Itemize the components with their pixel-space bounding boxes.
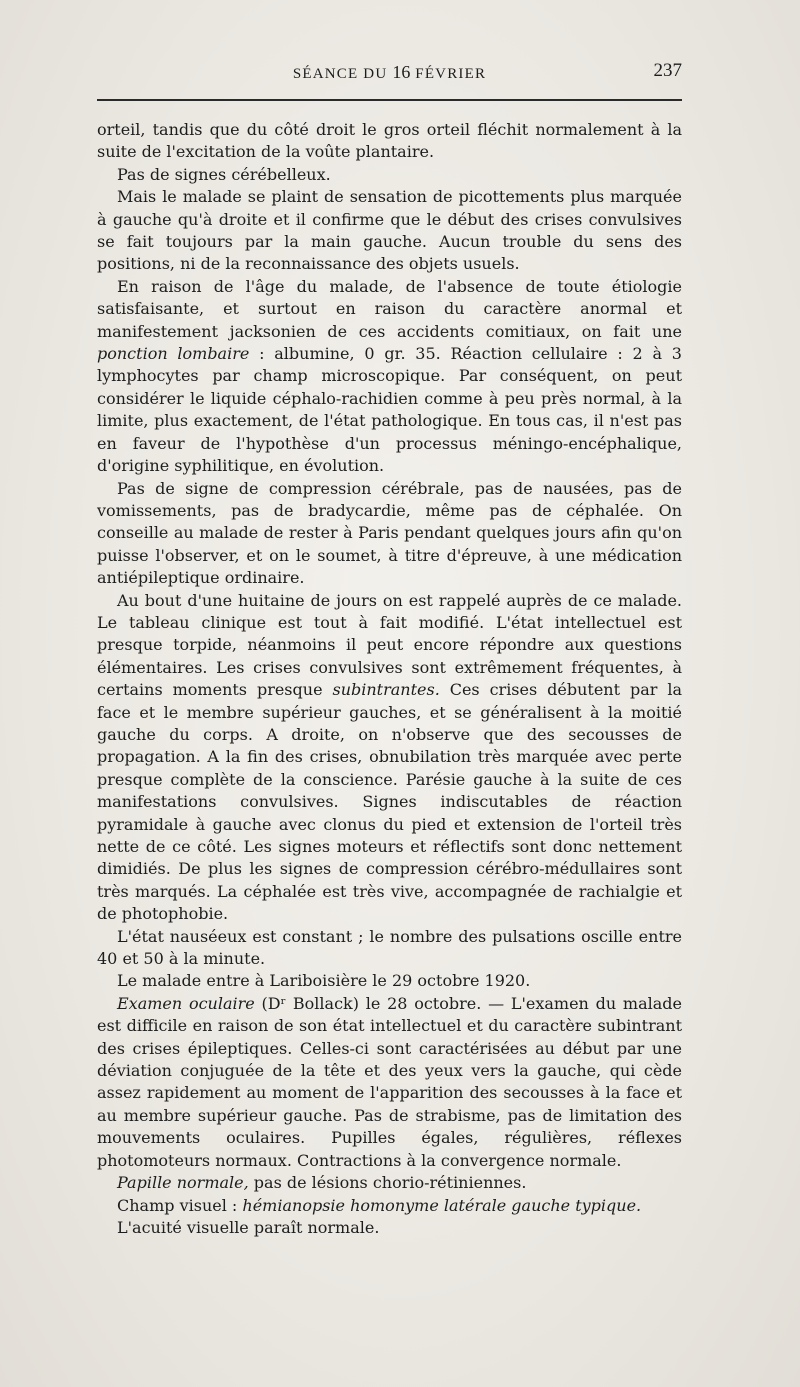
paragraph-11 [97,1195,682,1217]
running-head-part2: FÉVRIER [410,66,487,82]
paragraph-5: Pas de signe de compression cérébrale, pas de nausées, pas de vomissements, pas de bradycardie, même pas de céphalée. On conseille au malade de rester à Paris pendant quelques jours afin qu'on puisse l'observer, et on le soumet, à titre d'épreuve, à une médication antiépileptique ordinaire. [97,478,682,588]
body-text [97,119,682,1239]
paragraph-1: orteil, tandis que du côté droit le gros orteil fléchit normalement à la suite de l'excitation de la voûte plantaire. [97,120,682,162]
paragraph-10 [97,1172,682,1194]
paragraph-3: Mais le malade se plaint de sensation de picottements plus marquée à gauche qu'à droite et il confirme que le début des crises convulsives se fait toujours par la main gauche. Aucun trouble du sens des positions, ni de la reconnaissance des objets usuels. [97,187,682,274]
paragraph-4-after: : albumine, 0 gr. 35. Réaction cellulaire : 2 à 3 lymphocytes par champ microscopique. Par conséquent, on peut considérer le liquide céphalo-rachidien comme à peu près normal, à la limite, plus exactement, de l'état pathologique. En tous cas, il n'est pas en faveur de l'hypothèse d'un processus méningo-encéphalique, d'origine syphilitique, en évolution. [97,344,682,476]
running-head-part1: SÉANCE DU [292,66,393,82]
paragraph-6 [97,590,682,926]
page-header [97,62,682,86]
paragraph-10-emphasis: Papille normale, [117,1173,249,1193]
paragraph-11-before: Champ visuel : [117,1195,243,1215]
paragraph-11-emphasis: hémianopsie homonyme latérale gauche typique. [242,1195,642,1215]
paragraph-12: L'acuité visuelle paraît normale. [117,1217,380,1237]
paragraph-9-emphasis: Examen oculaire [117,993,255,1013]
paragraph-9 [97,993,682,1172]
paragraph-4 [97,276,682,478]
page-number: 237 [653,60,682,81]
paragraph-9-after: (Dʳ Bollack) le 28 octobre. — L'examen du malade est difficile en raison de son état intellectuel et du caractère subintrant des crises épileptiques. Celles-ci sont caractérisées au début par une déviation conjuguée de la tête et des yeux vers la gauche, qui cède assez rapidement au moment de l'apparition des secousses à la face et au membre supérieur gauche. Pas de strabisme, pas de limitation des mouvements oculaires. Pupilles égales, régulières, réflexes photomoteurs normaux. Contractions à la convergence normale. [97,993,682,1170]
paragraph-10-after: pas de lésions chorio-rétiniennes. [248,1173,527,1193]
paragraph-4-emphasis: ponction lombaire [97,344,250,364]
paragraph-6-after: Ces crises débutent par la face et le membre supérieur gauches, et se généralisent à la moitié gauche du corps. A droite, on n'observe que des secousses de propagation. A la fin des crises, obnubilation très marquée avec perte presque complète de la conscience. Parésie gauche à la suite de ces manifestations convulsives. Signes indiscutables de réaction pyramidale à gauche avec clonus du pied et extension de l'orteil très nette de ce côté. Les signes moteurs et réflectifs sont donc nettement dimidiés. De plus les signes de compression cérébro-médullaires sont très marqués. La céphalée est très vive, accompagnée de rachialgie et de photophobie. [97,680,682,924]
paragraph-6-emphasis: subintrantes. [332,680,440,700]
running-head [97,62,682,83]
paragraph-8: Le malade entre à Lariboisière le 29 octobre 1920. [117,971,531,991]
running-head-day: 16 [392,62,411,82]
header-rule [97,99,682,101]
paragraph-2: Pas de signes cérébelleux. [117,164,331,184]
paragraph-7: L'état nauséeux est constant ; le nombre des pulsations oscille entre 40 et 50 à la minute. [97,926,682,969]
paragraph-6-before: Au bout d'une huitaine de jours on est rappelé auprès de ce malade. Le tableau clinique est tout à fait modifié. L'état intellectuel est presque torpide, néanmoins il peut encore répondre aux questions élémentaires. Les crises convulsives sont extrêmement fréquentes, à certains moments presque [97,590,682,700]
paragraph-4-before: En raison de l'âge du malade, de l'absence de toute étiologie satisfaisante, et surtout en raison du caractère anormal et manifestement jacksonien de ces accidents comitiaux, on fait une [97,276,682,341]
